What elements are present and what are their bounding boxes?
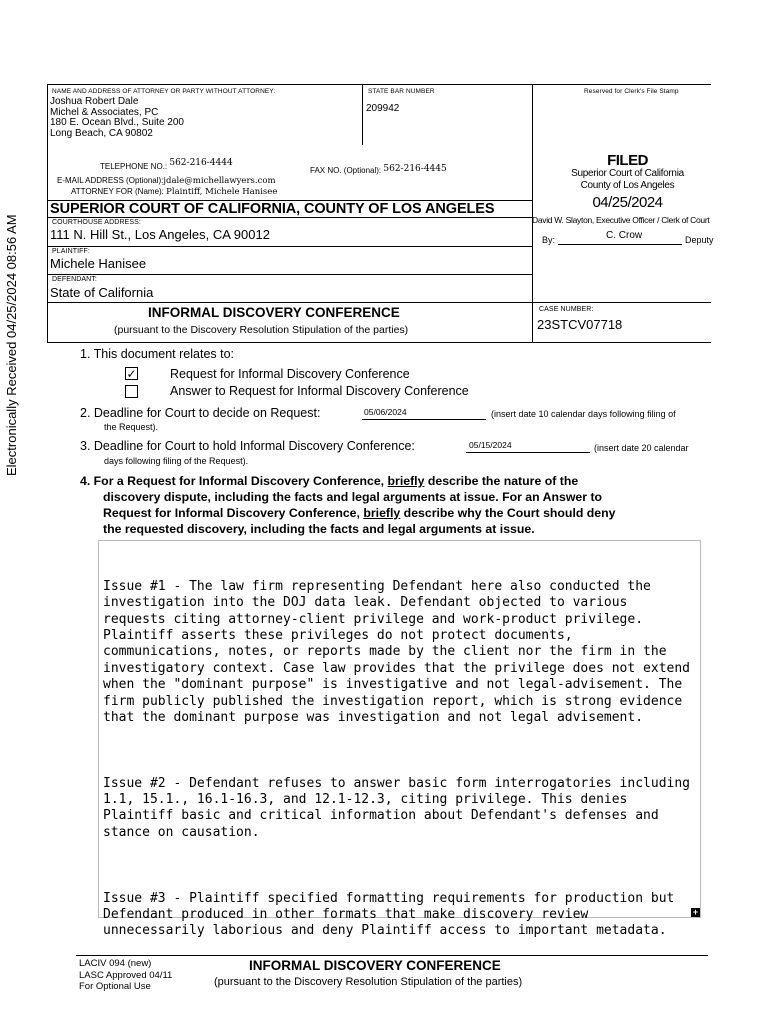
title-left-border [47, 302, 48, 342]
clerk-stamp-divider [532, 84, 533, 342]
courthouse-row-border [47, 217, 532, 218]
item-4-line-3 [80, 505, 705, 521]
header-top-border [47, 84, 711, 85]
attorney-for-value[interactable]: Plaintiff, Michele Hanisee [166, 187, 278, 197]
item-2: 2. Deadline for Court to decide on Request: [80, 406, 321, 420]
item-4-text-3a: Request for Informal Discovery Conference, [103, 506, 364, 520]
form-subtitle: (pursuant to the Discovery Resolution Stipulation of the parties) [114, 324, 409, 336]
deputy-label: Deputy [685, 235, 714, 245]
answer-option-label: Answer to Request for Informal Discovery Conference [170, 384, 469, 398]
courthouse-address[interactable]: 111 N. Hill St., Los Angeles, CA 90012 [50, 227, 270, 242]
header-left-border [47, 84, 48, 302]
expand-text-button[interactable]: + [692, 907, 699, 917]
clerk-officer: David W. Slayton, Executive Officer / Clerk of Court [532, 215, 710, 225]
request-option-label: Request for Informal Discovery Conference [170, 367, 410, 381]
clerk-stamp-label: Reserved for Clerk's File Stamp [584, 88, 679, 95]
email-value[interactable]: jdale@michellawyers.com [163, 176, 276, 186]
issue-1: Issue #1 - The law firm representing Defendant here also conducted the investigation into the DOJ data leak. Defendant objected to various requests citing attorney-client privilege and work-product privilege. Plaintiff asserts these privileges do not protect documents, communications, notes, or reports made by the client nor the firm in the investigatory context. Case law provides that the privilege does not extend when the "dominant purpose" is investigative and not legal-advisement. The firm publicly published the investigation report, which is strong evidence that the dominant purpose was investigation and not legal advisement. [103, 578, 698, 726]
defendant-row-border [47, 274, 532, 275]
footer-subtitle: (pursuant to the Discovery Resolution Stipulation of the parties) [214, 976, 523, 988]
attorney-for-label: ATTORNEY FOR (Name): [71, 187, 164, 196]
item-4-line-4: the requested discovery, including the facts and legal arguments at issue. [103, 522, 535, 536]
issue-3: Issue #3 - Plaintiff specified formatting requirements for production but Defendant produced in other formats that make discovery review unnecessarily laborious and deny Plaintiff access to important metadata. [103, 890, 683, 939]
filed-court [535, 168, 720, 192]
attorney-for-row [71, 187, 277, 197]
fax-row [310, 166, 447, 176]
item-3-note: (insert date 20 calendar [594, 443, 689, 453]
state-bar-label: STATE BAR NUMBER [368, 88, 435, 95]
plaintiff-row-border [47, 246, 532, 247]
form-bottom-border [47, 342, 711, 343]
telephone-row [100, 158, 233, 172]
attorney-label: NAME AND ADDRESS OF ATTORNEY OR PARTY WITHOUT ATTORNEY: [52, 88, 276, 95]
filed-date: 04/25/2024 [592, 194, 663, 211]
telephone-label: TELEPHONE NO.: [100, 162, 168, 171]
item-1: 1. This document relates to: [80, 347, 235, 361]
item-2-note-cont: the Request). [104, 422, 159, 432]
item-4-line-2: discovery dispute, including the facts and legal arguments at issue. For an Answer to [103, 490, 603, 504]
footer-approved: LASC Approved 04/11 [79, 969, 173, 981]
item-3-date-line [466, 452, 590, 453]
fax-label: FAX NO. (Optional): [310, 166, 382, 175]
email-row [57, 176, 276, 186]
email-label: E-MAIL ADDRESS (Optional): [57, 176, 164, 185]
item-4-text-a: 4. For a Request for Informal Discovery Conference, [80, 474, 388, 488]
title-row-border [47, 302, 711, 303]
by-name: C. Crow [606, 230, 643, 241]
attorney-name: Joshua Robert Dale [50, 96, 139, 107]
attorney-address [50, 97, 184, 139]
attorney-firm: Michel & Associates, PC [50, 106, 159, 118]
item-4-briefly-2: briefly [363, 506, 401, 520]
plaintiff-label: PLAINTIFF: [52, 248, 90, 255]
issues-text-area[interactable] [98, 540, 701, 939]
state-bar-divider [362, 84, 363, 145]
item-2-date[interactable]: 05/06/2024 [364, 407, 407, 417]
item-2-note: (insert date 10 calendar days following filing of [491, 409, 676, 419]
item-4 [80, 473, 705, 537]
filed-court-line2: County of Los Angeles [580, 180, 675, 191]
by-label: By: [542, 235, 556, 245]
footer-form-id: LACIV 094 (new) [79, 958, 152, 969]
defendant-label: DEFENDANT: [52, 276, 97, 283]
courthouse-label: COURTHOUSE ADDRESS: [52, 219, 141, 226]
footer-title: INFORMAL DISCOVERY CONFERENCE [249, 958, 501, 973]
item-4-line-1 [80, 473, 705, 489]
attorney-city: Long Beach, CA 90802 [50, 127, 153, 139]
item-4-text-3c: describe why the Court should deny [400, 506, 616, 520]
footer-rule [76, 955, 708, 956]
item-3: 3. Deadline for Court to hold Informal Discovery Conference: [80, 439, 415, 453]
by-signature-line [558, 244, 682, 245]
form-title: INFORMAL DISCOVERY CONFERENCE [148, 305, 400, 320]
attorney-street: 180 E. Ocean Blvd., Suite 200 [50, 117, 184, 128]
answer-checkbox[interactable] [125, 385, 138, 398]
defendant-name[interactable]: State of California [50, 285, 154, 300]
electronic-receipt-stamp: Electronically Received 04/25/2024 08:56 AM [4, 214, 19, 476]
item-2-date-line [362, 419, 486, 420]
plaintiff-name[interactable]: Michele Hanisee [50, 256, 147, 271]
footer-optional: For Optional Use [79, 981, 151, 992]
item-3-date[interactable]: 05/15/2024 [469, 440, 512, 450]
footer-form-info [79, 958, 172, 993]
request-checkbox[interactable]: ✓ [126, 367, 137, 381]
item-3-note-cont: days following filing of the Request). [104, 456, 249, 466]
case-number-label: CASE NUMBER: [539, 306, 594, 313]
fax-value[interactable]: 562-216-4445 [383, 164, 447, 174]
item-4-briefly-1: briefly [387, 474, 425, 488]
court-title: SUPERIOR COURT OF CALIFORNIA, COUNTY OF LOS ANGELES [50, 201, 495, 217]
filed-stamp: FILED [607, 152, 648, 169]
state-bar-number[interactable]: 209942 [366, 103, 400, 114]
item-4-text-c: describe the nature of the [424, 474, 579, 488]
filed-court-line1: Superior Court of California [571, 168, 684, 179]
case-number[interactable]: 23STCV07718 [537, 317, 623, 332]
issue-2: Issue #2 - Defendant refuses to answer basic form interrogatories including 1.1, 15.1., 16.1-16.3, and 12.1-12.3, citing privilege. This denies Plaintiff basic and critical information about Defendant's defenses and stance on causation. [103, 775, 698, 840]
telephone-value[interactable]: 562-216-4444 [169, 158, 233, 168]
